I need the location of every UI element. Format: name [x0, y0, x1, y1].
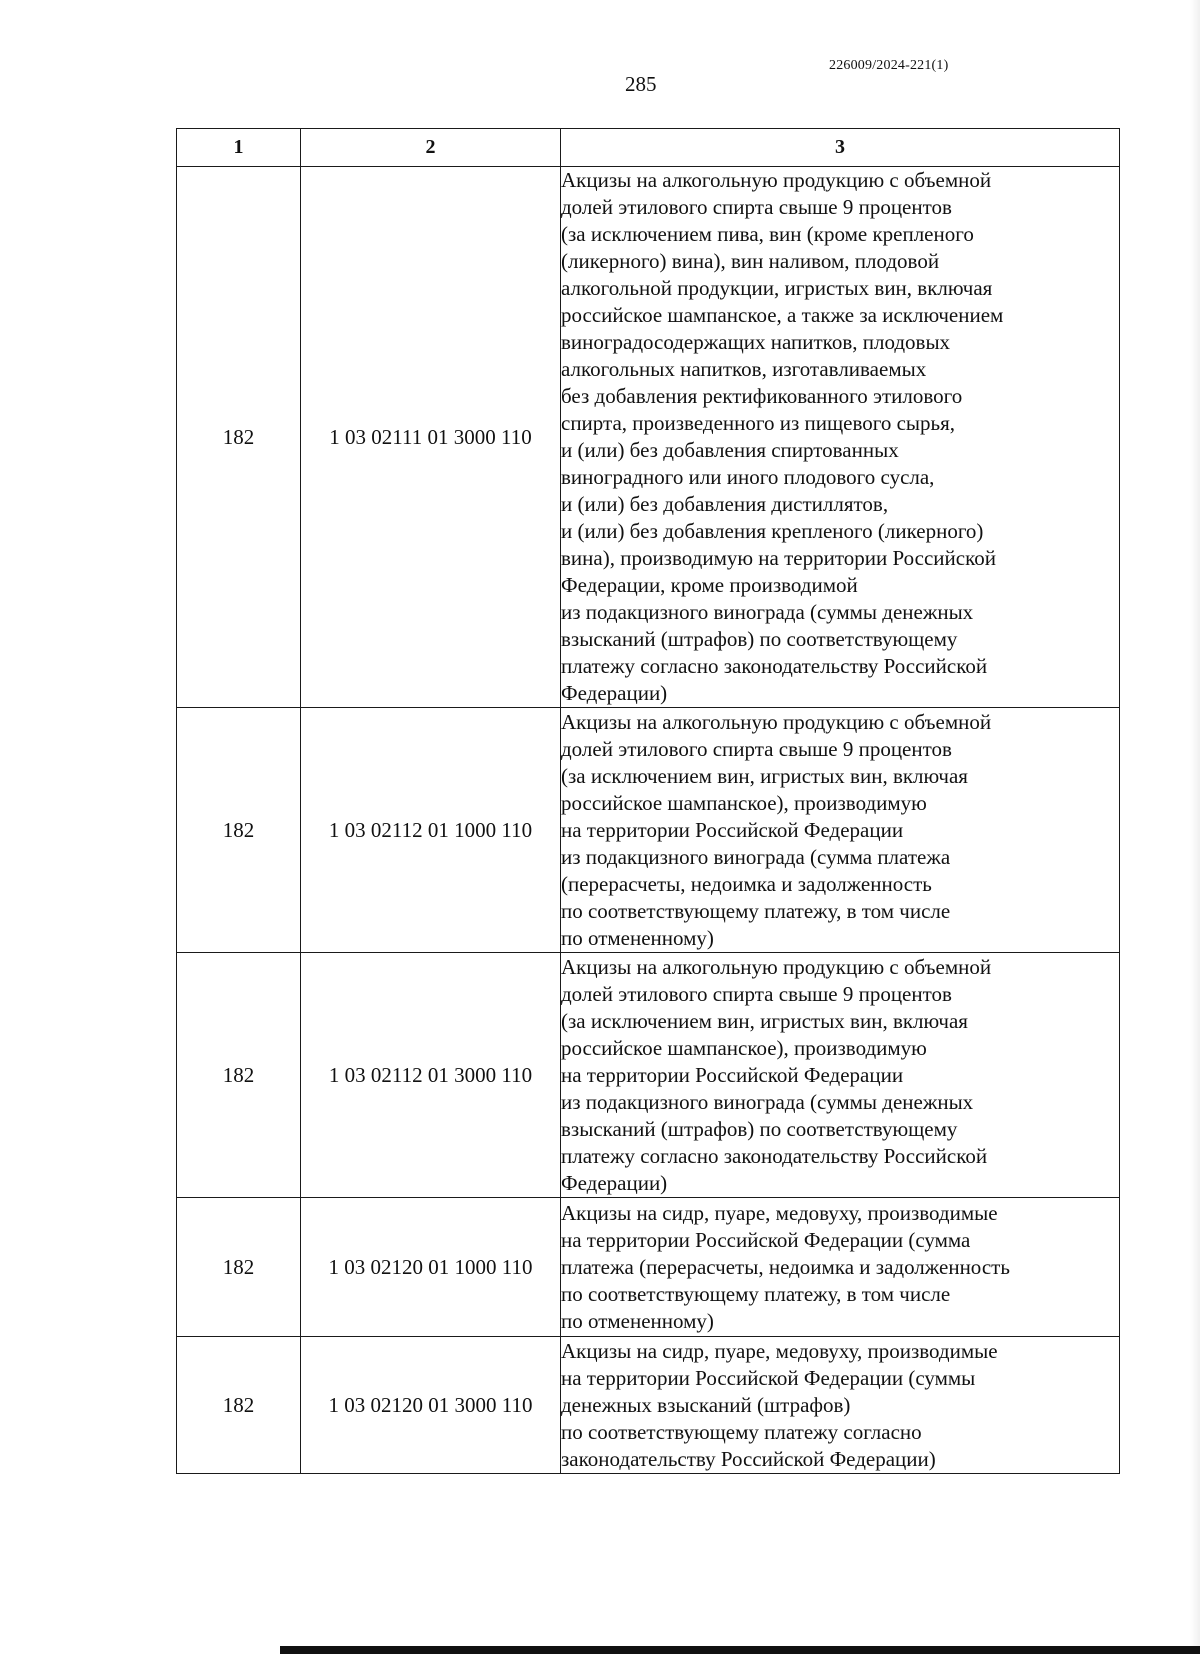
admin-code-cell: 182 [177, 1337, 301, 1474]
document-number: 226009/2024-221(1) [829, 58, 949, 73]
description-cell: Акцизы на сидр, пуаре, медовуху, производимые на территории Российской Федерации (суммы денежных взысканий (штрафов) по соответствующему платежу согласно законодательству Российской Федерации) [561, 1337, 1120, 1474]
description-cell: Акцизы на алкогольную продукцию с объемной долей этилового спирта свыше 9 процентов (за исключением вин, игристых вин, включая российское шампанское), производимую на территории Российской Федерации из подакцизного винограда (сумма платежа (перерасчеты, недоимка и задолженность по соответствующему платежу, в том числе по отмененному) [561, 708, 1120, 953]
admin-code-cell: 182 [177, 1198, 301, 1337]
admin-code-cell: 182 [177, 708, 301, 953]
table-row [177, 708, 1120, 953]
kbk-code-cell: 1 03 02120 01 1000 110 [301, 1198, 561, 1337]
table-row [177, 1337, 1120, 1474]
column-header-3: 3 [561, 129, 1120, 167]
admin-code-cell: 182 [177, 167, 301, 708]
table-row [177, 953, 1120, 1198]
kbk-code-cell: 1 03 02112 01 3000 110 [301, 953, 561, 1198]
table-row [177, 167, 1120, 708]
description-cell: Акцизы на алкогольную продукцию с объемной долей этилового спирта свыше 9 процентов (за исключением пива, вин (кроме крепленого (ликерного) вина), вин наливом, плодовой алкогольной продукции, игристых вин, включая российское шампанское, а также за исключением виноградосодержащих напитков, плодовых алкогольных напитков, изготавливаемых без добавления ректификованного этилового спирта, произведенного из пищевого сырья, и (или) без добавления спиртованных виноградного или иного плодового сусла, и (или) без добавления дистиллятов, и (или) без добавления крепленого (ликерного) вина), производимую на территории Российской Федерации, кроме производимой из подакцизного винограда (суммы денежных взысканий (штрафов) по соответствующему платежу согласно законодательству Российской Федерации) [561, 167, 1120, 708]
budget-classification-table [176, 128, 1120, 1474]
column-header-1: 1 [177, 129, 301, 167]
scan-bottom-border [280, 1646, 1200, 1654]
kbk-code-cell: 1 03 02112 01 1000 110 [301, 708, 561, 953]
column-header-2: 2 [301, 129, 561, 167]
table-row [177, 1198, 1120, 1337]
table-header-row [177, 129, 1120, 167]
kbk-code-cell: 1 03 02111 01 3000 110 [301, 167, 561, 708]
kbk-code-cell: 1 03 02120 01 3000 110 [301, 1337, 561, 1474]
page-number: 285 [625, 72, 657, 96]
admin-code-cell: 182 [177, 953, 301, 1198]
description-cell: Акцизы на сидр, пуаре, медовуху, производимые на территории Российской Федерации (сумма платежа (перерасчеты, недоимка и задолженность по соответствующему платежу, в том числе по отмененному) [561, 1198, 1120, 1337]
scan-edge-shadow [1190, 0, 1200, 1654]
description-cell: Акцизы на алкогольную продукцию с объемной долей этилового спирта свыше 9 процентов (за исключением вин, игристых вин, включая российское шампанское), производимую на территории Российской Федерации из подакцизного винограда (суммы денежных взысканий (штрафов) по соответствующему платежу согласно законодательству Российской Федерации) [561, 953, 1120, 1198]
